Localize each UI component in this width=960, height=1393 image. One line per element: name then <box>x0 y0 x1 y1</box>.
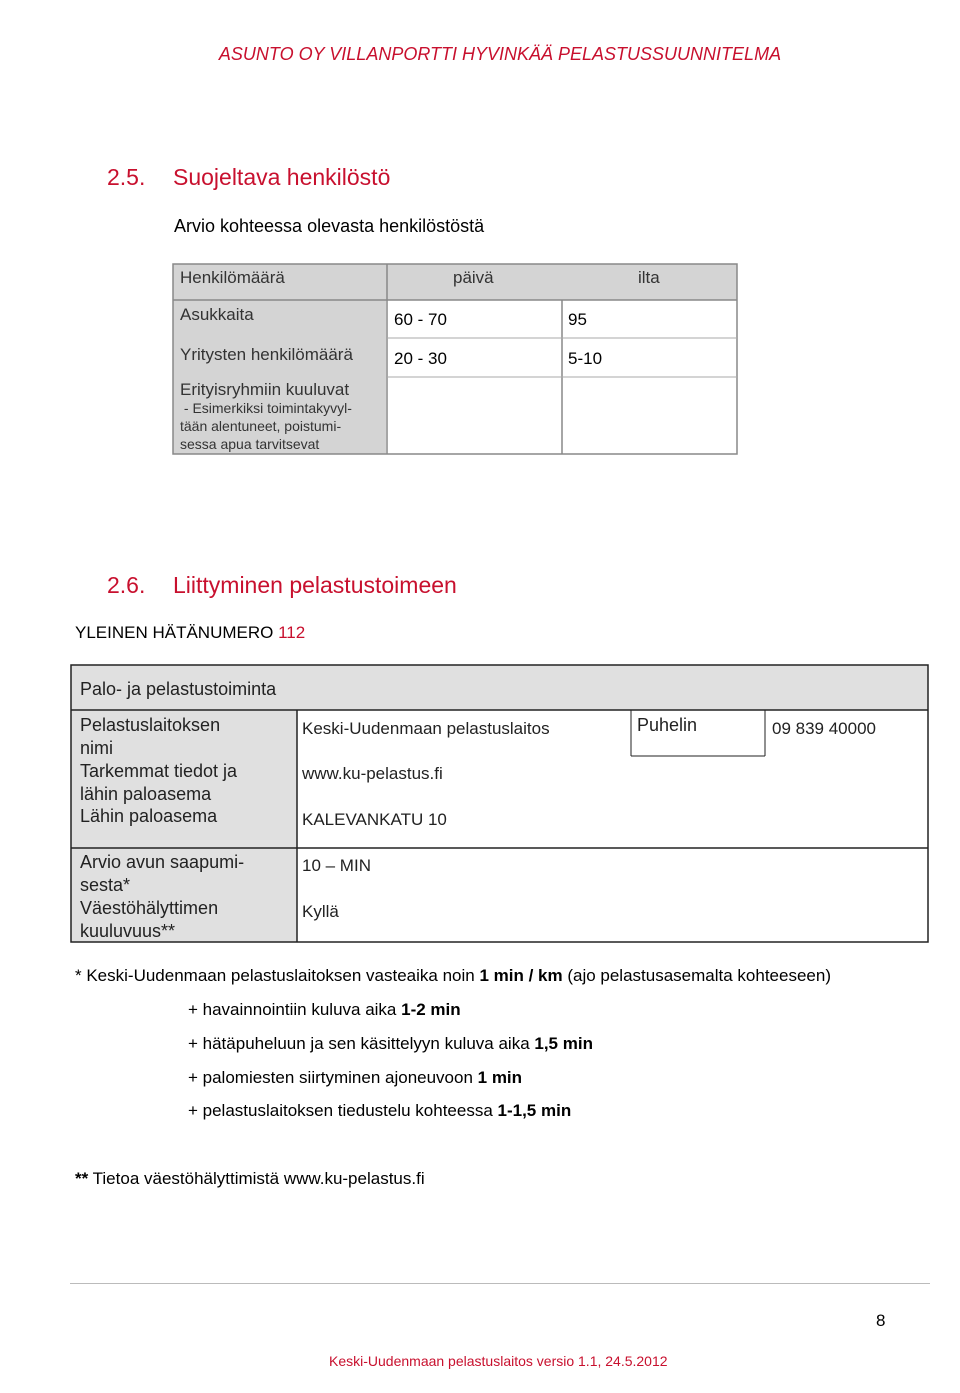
row-yritysten-label: Yritysten henkilömäärä <box>180 345 353 364</box>
nearest-station-label: Lähin paloasema <box>80 806 218 826</box>
section-26-title: Liittyminen pelastustoimeen <box>173 572 457 598</box>
erityisryhmat-line-1: Erityisryhmiin kuuluvat <box>180 380 350 399</box>
phone-label: Puhelin <box>637 715 698 735</box>
footnote-item-value: 1,5 min <box>534 1034 593 1053</box>
erityisryhmat-line-2: - Esimerkiksi toimintakyvyl- <box>180 400 352 416</box>
header-ilta: ilta <box>638 268 660 287</box>
erityisryhmat-line-4: sessa apua tarvitsevat <box>180 436 320 452</box>
siren-footnote-marker: ** <box>75 1169 89 1188</box>
section-26-number: 2.6. <box>107 572 146 598</box>
details-label-line-1: Tarkemmat tiedot ja <box>80 761 238 781</box>
siren-coverage-label <box>80 897 218 943</box>
emergency-number-line <box>75 623 305 643</box>
footnote-item-value: 1 min <box>477 1068 523 1087</box>
siren-footnote-text: Tietoa väestöhälyttimistä www.ku-pelastus.fi <box>88 1169 425 1188</box>
pelastuslaitos-label-line-2: nimi <box>80 738 114 758</box>
arrival-label-line-2: sesta* <box>80 875 131 895</box>
pelastuslaitos-name-label <box>80 714 220 760</box>
emergency-number: 112 <box>278 623 306 642</box>
document-header-title: ASUNTO OY VILLANPORTTI HYVINKÄÄ PELASTUSSUUNNITELMA <box>218 44 782 64</box>
row-asukkaita-evening: 95 <box>568 310 587 329</box>
section-25-title: Suojeltava henkilöstö <box>173 164 391 190</box>
siren-label-line-1: Väestöhälyttimen <box>80 898 219 918</box>
header-henkilomaara: Henkilömäärä <box>180 268 285 287</box>
footnote-item-value: 1-2 min <box>401 1000 461 1019</box>
siren-info-footnote <box>75 1169 425 1189</box>
footnote-item <box>188 1068 522 1088</box>
pelastuslaitos-name-value: Keski-Uudenmaan pelastuslaitos <box>302 719 550 738</box>
footer-divider <box>70 1283 930 1284</box>
phone-value: 09 839 40000 <box>772 719 876 738</box>
details-label <box>80 760 237 806</box>
rescue-table-heading: Palo- ja pelastustoiminta <box>80 679 277 699</box>
page-number: 8 <box>876 1311 886 1330</box>
footnote-item-text: + palomiesten siirtyminen ajoneuvoon <box>188 1068 478 1087</box>
footnote-item <box>188 1000 461 1020</box>
arrival-estimate-label <box>80 851 244 897</box>
arrival-estimate-value: 10 – MIN <box>302 856 371 875</box>
footnote-main-post: (ajo pelastusasemalta kohteeseen) <box>562 966 831 985</box>
row-erityisryhmat-label <box>174 379 358 455</box>
footnote-item-text: + hätäpuheluun ja sen käsittelyyn kuluva aika <box>188 1034 535 1053</box>
erityisryhmat-line-3: tään alentuneet, poistumi- <box>180 418 342 434</box>
nearest-station-value: KALEVANKATU 10 <box>302 810 447 829</box>
arrival-label-line-1: Arvio avun saapumi- <box>80 852 245 872</box>
footnote-main-bold: 1 min / km <box>479 966 563 985</box>
footnote-item-text: + havainnointiin kuluva aika <box>188 1000 402 1019</box>
rescue-info-table <box>70 664 929 944</box>
section-25-number: 2.5. <box>107 164 146 190</box>
footnote-main-pre: * Keski-Uudenmaan pelastuslaitoksen vasteaika noin <box>75 966 480 985</box>
row-yritysten-day: 20 - 30 <box>394 349 447 368</box>
personnel-table <box>172 263 738 455</box>
header-paiva: päivä <box>453 268 494 287</box>
footnote-item-value: 1-1,5 min <box>497 1101 572 1120</box>
footnote-item <box>188 1101 571 1121</box>
footer-version-text: Keski-Uudenmaan pelastuslaitos versio 1.1, 24.5.2012 <box>329 1353 668 1369</box>
section-25-subtitle: Arvio kohteessa olevasta henkilöstöstä <box>174 216 485 236</box>
siren-label-line-2: kuuluvuus** <box>80 921 176 941</box>
footnote-item <box>188 1034 593 1054</box>
row-asukkaita-day: 60 - 70 <box>394 310 447 329</box>
row-yritysten-evening: 5-10 <box>568 349 603 368</box>
details-label-line-2: lähin paloasema <box>80 784 212 804</box>
response-time-footnote <box>75 966 831 986</box>
website-link[interactable]: www.ku-pelastus.fi <box>302 764 443 783</box>
pelastuslaitos-label-line-1: Pelastuslaitoksen <box>80 715 221 735</box>
siren-coverage-value: Kyllä <box>302 902 339 921</box>
footnote-item-text: + pelastuslaitoksen tiedustelu kohteessa <box>188 1101 498 1120</box>
emergency-label: YLEINEN HÄTÄNUMERO <box>75 623 274 642</box>
row-asukkaita-label: Asukkaita <box>180 305 254 324</box>
